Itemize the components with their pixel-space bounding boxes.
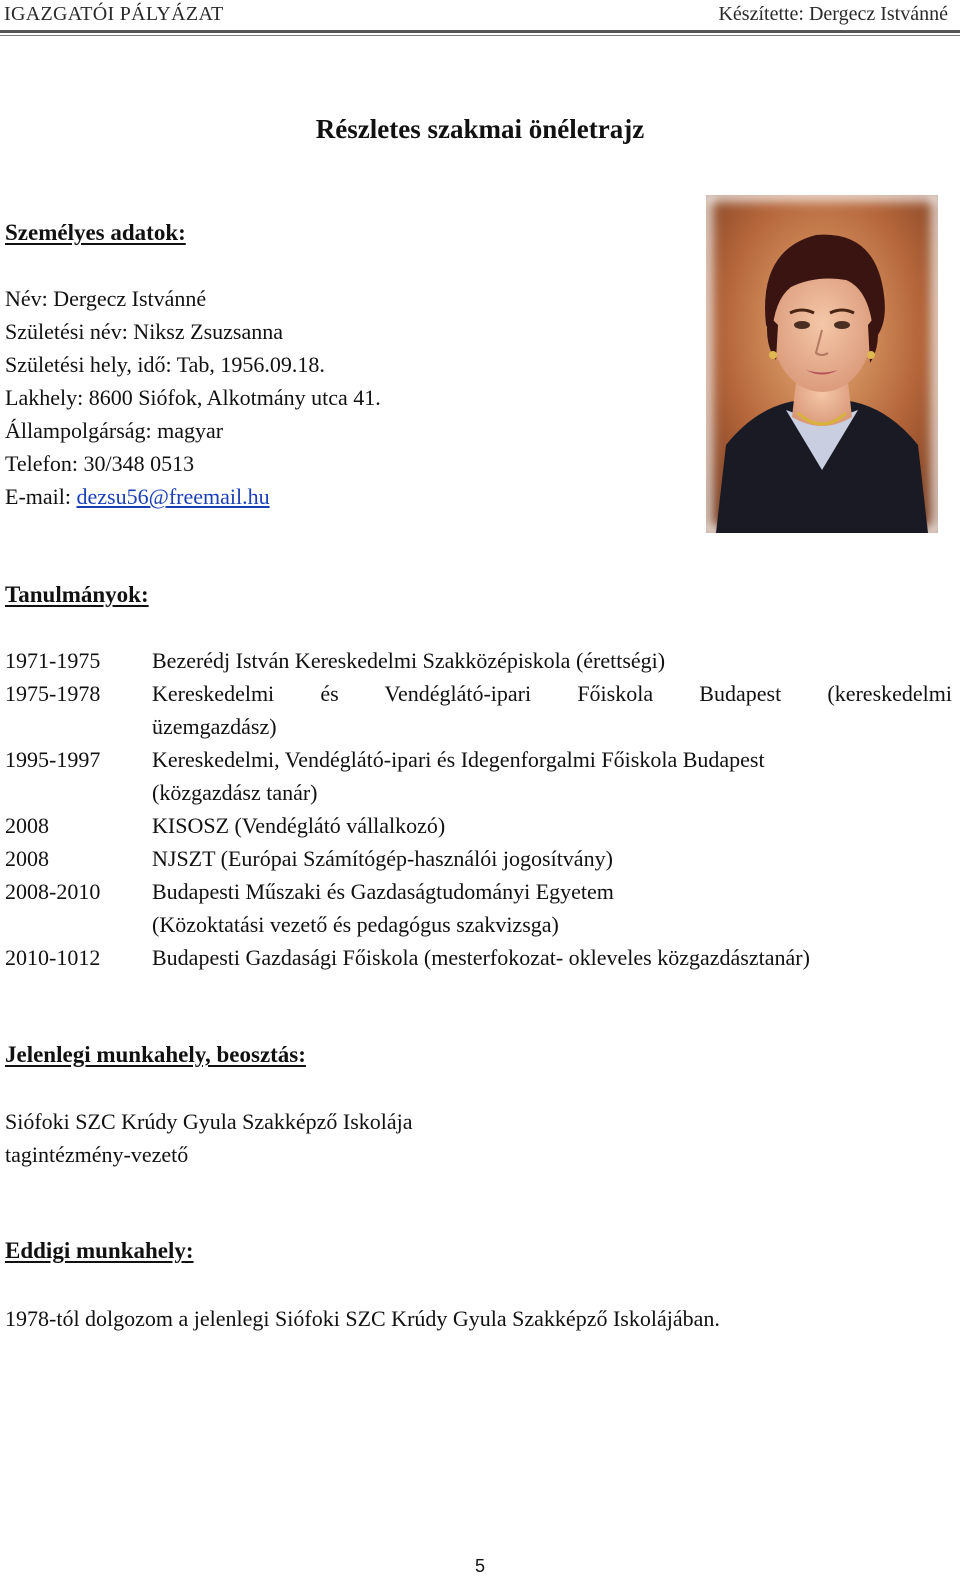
- email-link[interactable]: dezsu56@freemail.hu: [76, 484, 270, 509]
- personal-birth-place-date: Születési hely, idő: Tab, 1956.09.18.: [5, 352, 325, 377]
- page-number: 5: [474, 1556, 485, 1576]
- current-job-workplace: Siófoki SZC Krúdy Gyula Szakképző Iskolája: [5, 1109, 413, 1134]
- header-rule-thick: [0, 30, 960, 33]
- education-year: 2010-1012: [5, 945, 101, 970]
- header-author: Készítette: Dergecz Istvánné: [718, 3, 948, 25]
- email-label: E-mail:: [5, 484, 77, 509]
- personal-citizenship: Állampolgárság: magyar: [5, 418, 224, 443]
- education-year: 1975-1978: [5, 681, 101, 706]
- education-desc: (közgazdász tanár): [152, 780, 318, 805]
- education-heading: Tanulmányok:: [5, 582, 149, 607]
- previous-job-heading: Eddigi munkahely:: [5, 1238, 194, 1263]
- education-desc: NJSZT (Európai Számítógép-használói jogosítvány): [152, 846, 613, 871]
- personal-heading: Személyes adatok:: [5, 220, 186, 245]
- page-header: [0, 0, 960, 34]
- education-desc: Bezerédj István Kereskedelmi Szakközépiskola (érettségi): [152, 648, 666, 673]
- personal-address: Lakhely: 8600 Siófok, Alkotmány utca 41.: [5, 385, 381, 410]
- personal-name: Név: Dergecz Istvánné: [5, 286, 207, 311]
- header-rule-thin: [0, 35, 960, 36]
- education-year: 2008: [5, 813, 49, 838]
- current-job-position: tagintézmény-vezető: [5, 1142, 189, 1167]
- education-desc: üzemgazdász): [152, 714, 277, 739]
- education-desc: Kereskedelmi és Vendéglátó-ipari Főiskola Budapest (kereskedelmi: [152, 681, 952, 706]
- education-year: 1971-1975: [5, 648, 101, 673]
- education-desc: (Közoktatási vezető és pedagógus szakvizsga): [152, 912, 559, 937]
- education-year: 2008: [5, 846, 49, 871]
- education-desc: Budapesti Műszaki és Gazdaságtudományi Egyetem: [152, 879, 614, 904]
- portrait-photo: [706, 195, 938, 533]
- personal-phone: Telefon: 30/348 0513: [5, 451, 195, 476]
- education-desc: Budapesti Gazdasági Főiskola (mesterfokozat- okleveles közgazdásztanár): [152, 945, 810, 970]
- personal-email-line: [5, 480, 270, 513]
- current-job-heading: Jelenlegi munkahely, beosztás:: [5, 1042, 306, 1067]
- education-year: 2008-2010: [5, 879, 101, 904]
- education-desc: KISOSZ (Vendéglátó vállalkozó): [152, 813, 446, 838]
- page-title: Részletes szakmai önéletrajz: [315, 114, 645, 144]
- previous-job-text: 1978-tól dolgozom a jelenlegi Siófoki SZC Krúdy Gyula Szakképző Iskolájában.: [5, 1306, 720, 1331]
- education-year: 1995-1997: [5, 747, 101, 772]
- education-desc: Kereskedelmi, Vendéglátó-ipari és Idegenforgalmi Főiskola Budapest: [152, 747, 765, 772]
- header-left-title: IGAZGATÓI PÁLYÁZAT: [4, 3, 224, 25]
- personal-birth-name: Születési név: Niksz Zsuzsanna: [5, 319, 283, 344]
